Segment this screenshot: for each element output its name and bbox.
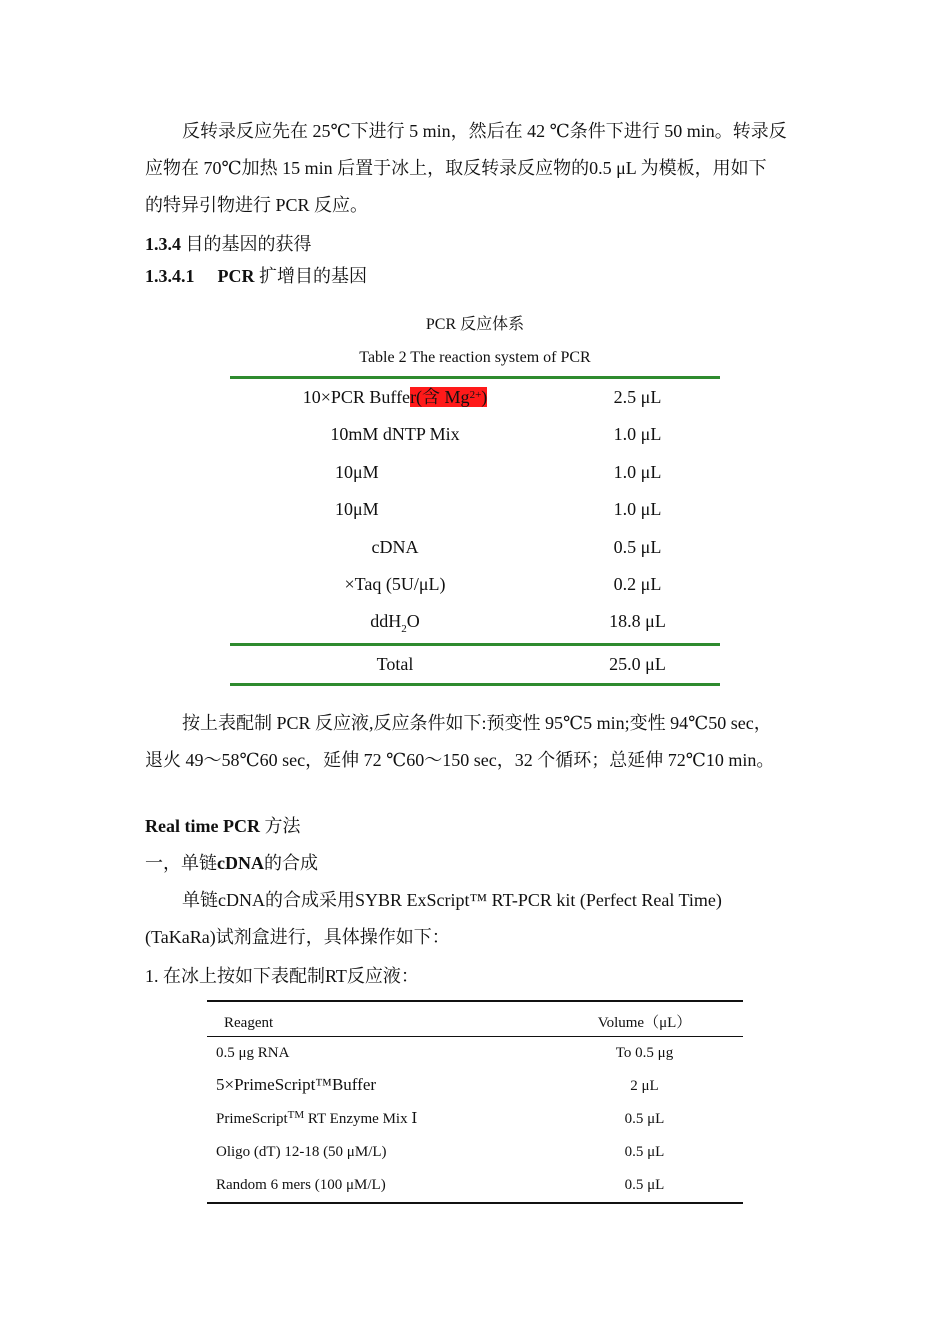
reagent-text: 10×PCR Buffe <box>302 387 411 407</box>
rt-reaction-table <box>207 1000 743 1204</box>
subsection-cdna-synthesis <box>145 851 318 875</box>
reagent-text: O <box>406 611 420 632</box>
volume-cell: 1.0 μL <box>613 424 662 445</box>
table-row <box>230 379 720 416</box>
reagent-cell <box>230 603 560 640</box>
text-line: (TaKaRa)试剂盒进行，具体操作如下： <box>145 927 450 947</box>
highlight-text: r(含 Mg <box>410 387 470 407</box>
volume-cell: 2 μL <box>630 1078 659 1094</box>
table2-caption-en: Table 2 The reaction system of PCR <box>359 349 591 366</box>
highlight-text: ) <box>481 387 488 407</box>
table-row <box>230 416 720 453</box>
table-row <box>207 1103 743 1136</box>
heading-bold: PCR <box>217 266 255 286</box>
subscript: 2 <box>401 623 407 636</box>
section-realtime-pcr <box>145 814 300 838</box>
section-bold: Real time PCR <box>145 816 260 836</box>
total-value: 25.0 μL <box>609 653 666 674</box>
table-row <box>207 1070 743 1103</box>
volume-cell: 0.5 μL <box>624 1144 665 1160</box>
highlighted-text <box>410 387 487 407</box>
paragraph-kit <box>145 882 810 956</box>
header-volume: Volume（μL） <box>597 1015 692 1031</box>
text-line: 应物在 70℃加热 15 min 后置于冰上，取反转录反应物的0.5 μL 为模板，用如下 <box>145 158 767 178</box>
reagent-cell: ×Taq (5U/μL) <box>344 573 446 594</box>
volume-cell: 0.2 μL <box>613 573 662 594</box>
heading-text: 目的基因的获得 <box>185 234 312 254</box>
reagent-cell: 0.5 μg RNA <box>216 1045 290 1061</box>
volume-cell: To 0.5 μg <box>615 1045 674 1061</box>
reagent-cell: 5×PrimeScript™Buffer <box>216 1075 377 1094</box>
volume-cell: 2.5 μL <box>613 387 662 407</box>
heading-number: 1.3.4 <box>145 234 181 254</box>
table-row <box>207 1136 743 1169</box>
heading-text: 扩增目的基因 <box>259 266 367 286</box>
reagent-text: RT Enzyme Mix Ⅰ <box>304 1111 418 1127</box>
text-line: 退火 49～58℃60 sec，延伸 72 ℃60～150 sec，32 个循环；总延伸 72℃10 min。 <box>145 750 775 770</box>
paragraph-pcr-conditions <box>145 705 810 779</box>
section-text: 方法 <box>264 816 301 836</box>
reagent-cell: cDNA <box>371 536 419 557</box>
volume-cell: 0.5 μL <box>624 1177 665 1193</box>
table-row <box>207 1037 743 1070</box>
step-1: 1. 在冰上按如下表配制RT反应液： <box>145 966 419 986</box>
table-row <box>230 529 720 566</box>
table-bottom-rule <box>207 1202 743 1204</box>
volume-cell: 1.0 μL <box>613 461 662 482</box>
total-label: Total <box>376 653 414 674</box>
volume-cell: 18.8 μL <box>609 611 666 632</box>
header-reagent: Reagent <box>224 1015 274 1031</box>
table-row <box>230 491 720 528</box>
volume-cell: 0.5 μL <box>613 536 662 557</box>
reagent-text: ddH <box>370 611 402 632</box>
superscript: 2+ <box>469 389 482 401</box>
reagent-cell: Random 6 mers (100 μM/L) <box>216 1177 386 1193</box>
reagent-cell: 10μM <box>335 499 379 520</box>
superscript: TM <box>287 1109 305 1121</box>
table-total-row <box>230 646 720 683</box>
text-line: 单链cDNA的合成采用SYBR ExScript™ RT-PCR kit (Perfect Real Time) <box>182 890 722 910</box>
reagent-cell <box>216 1103 417 1136</box>
text-line: 的特异引物进行 PCR 反应。 <box>145 195 369 215</box>
table-header-row <box>207 1002 743 1036</box>
pcr-reaction-table <box>230 376 720 686</box>
table-row <box>230 454 720 491</box>
reagent-cell: 10mM dNTP Mix <box>330 424 460 445</box>
paragraph-reverse-transcription <box>145 113 810 224</box>
reagent-cell: 10μM <box>335 461 379 482</box>
reagent-text: PrimeScript <box>216 1111 288 1127</box>
table-row <box>230 566 720 603</box>
table-row <box>207 1169 743 1202</box>
volume-cell: 1.0 μL <box>613 499 662 520</box>
volume-cell: 0.5 μL <box>624 1111 665 1127</box>
subsection-text: 的合成 <box>264 853 318 873</box>
table-bottom-rule <box>230 683 720 686</box>
table2-caption-cn: PCR 反应体系 <box>425 316 525 333</box>
reagent-cell <box>230 379 560 416</box>
heading-number: 1.3.4.1 <box>145 266 195 286</box>
heading-1-3-4 <box>145 232 312 256</box>
text-line: 按上表配制 PCR 反应液,反应条件如下:预变性 95℃5 min;变性 94℃50 sec， <box>182 713 772 733</box>
reagent-cell: Oligo (dT) 12-18 (50 μM/L) <box>216 1144 387 1160</box>
text-line: 反转录反应先在 25℃下进行 5 min，然后在 42 ℃条件下进行 50 min。转录反 <box>182 121 787 141</box>
heading-1-3-4-1 <box>145 264 367 288</box>
table-row <box>230 603 720 640</box>
subsection-bold: cDNA <box>217 853 264 873</box>
subsection-text: 一，单链 <box>145 853 217 873</box>
